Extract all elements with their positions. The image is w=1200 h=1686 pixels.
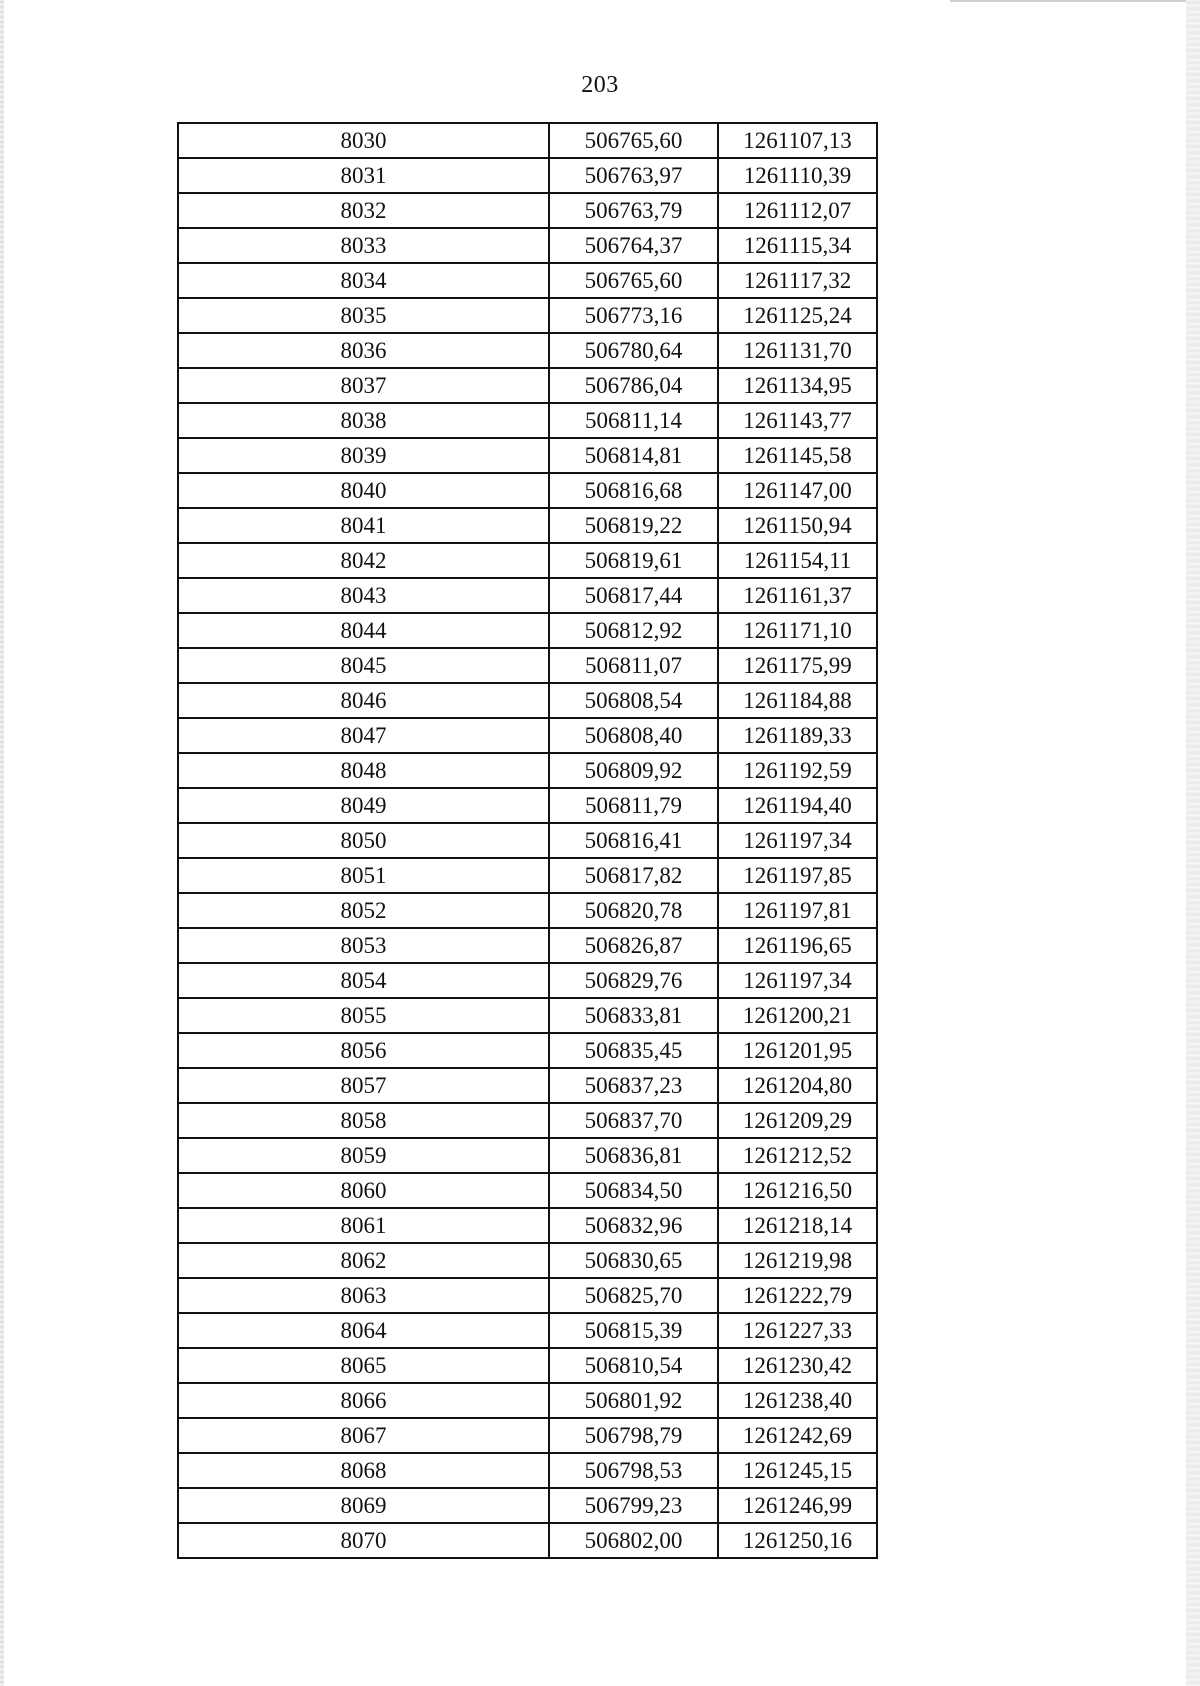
point-number-cell: 8043 <box>178 578 549 613</box>
table-row <box>178 438 877 473</box>
x-coordinate-cell: 506814,81 <box>549 438 718 473</box>
x-coordinate-cell: 506829,76 <box>549 963 718 998</box>
point-number-cell: 8035 <box>178 298 549 333</box>
x-coordinate-cell: 506765,60 <box>549 263 718 298</box>
table-row <box>178 1138 877 1173</box>
table-body <box>178 123 877 1558</box>
point-number-cell: 8067 <box>178 1418 549 1453</box>
point-number-cell: 8033 <box>178 228 549 263</box>
table-row <box>178 333 877 368</box>
y-coordinate-cell: 1261112,07 <box>718 193 877 228</box>
point-number-cell: 8061 <box>178 1208 549 1243</box>
x-coordinate-cell: 506834,50 <box>549 1173 718 1208</box>
y-coordinate-cell: 1261194,40 <box>718 788 877 823</box>
coordinates-table <box>177 122 878 1559</box>
y-coordinate-cell: 1261115,34 <box>718 228 877 263</box>
y-coordinate-cell: 1261204,80 <box>718 1068 877 1103</box>
x-coordinate-cell: 506830,65 <box>549 1243 718 1278</box>
table-row <box>178 613 877 648</box>
point-number-cell: 8046 <box>178 683 549 718</box>
table-row <box>178 193 877 228</box>
point-number-cell: 8040 <box>178 473 549 508</box>
table-row <box>178 998 877 1033</box>
y-coordinate-cell: 1261197,34 <box>718 823 877 858</box>
table-row <box>178 508 877 543</box>
point-number-cell: 8048 <box>178 753 549 788</box>
table-row <box>178 1418 877 1453</box>
table-row <box>178 823 877 858</box>
table-row <box>178 788 877 823</box>
x-coordinate-cell: 506837,23 <box>549 1068 718 1103</box>
x-coordinate-cell: 506819,22 <box>549 508 718 543</box>
x-coordinate-cell: 506802,00 <box>549 1523 718 1558</box>
x-coordinate-cell: 506836,81 <box>549 1138 718 1173</box>
table-row <box>178 893 877 928</box>
table-row <box>178 1383 877 1418</box>
x-coordinate-cell: 506773,16 <box>549 298 718 333</box>
y-coordinate-cell: 1261110,39 <box>718 158 877 193</box>
y-coordinate-cell: 1261192,59 <box>718 753 877 788</box>
x-coordinate-cell: 506816,68 <box>549 473 718 508</box>
scan-edge-left <box>0 0 4 1686</box>
y-coordinate-cell: 1261196,65 <box>718 928 877 963</box>
point-number-cell: 8063 <box>178 1278 549 1313</box>
y-coordinate-cell: 1261201,95 <box>718 1033 877 1068</box>
x-coordinate-cell: 506799,23 <box>549 1488 718 1523</box>
y-coordinate-cell: 1261245,15 <box>718 1453 877 1488</box>
table-row <box>178 368 877 403</box>
x-coordinate-cell: 506820,78 <box>549 893 718 928</box>
table-row <box>178 1173 877 1208</box>
y-coordinate-cell: 1261246,99 <box>718 1488 877 1523</box>
x-coordinate-cell: 506825,70 <box>549 1278 718 1313</box>
x-coordinate-cell: 506798,79 <box>549 1418 718 1453</box>
y-coordinate-cell: 1261154,11 <box>718 543 877 578</box>
table-row <box>178 718 877 753</box>
point-number-cell: 8066 <box>178 1383 549 1418</box>
point-number-cell: 8031 <box>178 158 549 193</box>
table-row <box>178 578 877 613</box>
table-row <box>178 403 877 438</box>
point-number-cell: 8032 <box>178 193 549 228</box>
y-coordinate-cell: 1261250,16 <box>718 1523 877 1558</box>
y-coordinate-cell: 1261117,32 <box>718 263 877 298</box>
scan-edge-right <box>1186 0 1200 1686</box>
y-coordinate-cell: 1261242,69 <box>718 1418 877 1453</box>
x-coordinate-cell: 506801,92 <box>549 1383 718 1418</box>
x-coordinate-cell: 506832,96 <box>549 1208 718 1243</box>
point-number-cell: 8065 <box>178 1348 549 1383</box>
y-coordinate-cell: 1261197,81 <box>718 893 877 928</box>
y-coordinate-cell: 1261209,29 <box>718 1103 877 1138</box>
x-coordinate-cell: 506826,87 <box>549 928 718 963</box>
table-row <box>178 858 877 893</box>
table-row <box>178 263 877 298</box>
point-number-cell: 8041 <box>178 508 549 543</box>
table-row <box>178 1278 877 1313</box>
y-coordinate-cell: 1261143,77 <box>718 403 877 438</box>
y-coordinate-cell: 1261184,88 <box>718 683 877 718</box>
y-coordinate-cell: 1261219,98 <box>718 1243 877 1278</box>
scan-edge-top <box>950 0 1200 2</box>
point-number-cell: 8070 <box>178 1523 549 1558</box>
y-coordinate-cell: 1261197,34 <box>718 963 877 998</box>
x-coordinate-cell: 506816,41 <box>549 823 718 858</box>
y-coordinate-cell: 1261212,52 <box>718 1138 877 1173</box>
y-coordinate-cell: 1261189,33 <box>718 718 877 753</box>
y-coordinate-cell: 1261161,37 <box>718 578 877 613</box>
y-coordinate-cell: 1261218,14 <box>718 1208 877 1243</box>
table-row <box>178 1313 877 1348</box>
x-coordinate-cell: 506835,45 <box>549 1033 718 1068</box>
table-row <box>178 1523 877 1558</box>
x-coordinate-cell: 506811,14 <box>549 403 718 438</box>
table-row <box>178 648 877 683</box>
table-row <box>178 683 877 718</box>
x-coordinate-cell: 506811,07 <box>549 648 718 683</box>
point-number-cell: 8038 <box>178 403 549 438</box>
point-number-cell: 8036 <box>178 333 549 368</box>
y-coordinate-cell: 1261200,21 <box>718 998 877 1033</box>
point-number-cell: 8037 <box>178 368 549 403</box>
point-number-cell: 8051 <box>178 858 549 893</box>
y-coordinate-cell: 1261125,24 <box>718 298 877 333</box>
x-coordinate-cell: 506808,40 <box>549 718 718 753</box>
table-row <box>178 753 877 788</box>
point-number-cell: 8034 <box>178 263 549 298</box>
point-number-cell: 8030 <box>178 123 549 158</box>
x-coordinate-cell: 506764,37 <box>549 228 718 263</box>
x-coordinate-cell: 506798,53 <box>549 1453 718 1488</box>
table-row <box>178 123 877 158</box>
point-number-cell: 8068 <box>178 1453 549 1488</box>
table-row <box>178 1033 877 1068</box>
x-coordinate-cell: 506815,39 <box>549 1313 718 1348</box>
table-row <box>178 298 877 333</box>
x-coordinate-cell: 506780,64 <box>549 333 718 368</box>
table-row <box>178 963 877 998</box>
y-coordinate-cell: 1261216,50 <box>718 1173 877 1208</box>
y-coordinate-cell: 1261147,00 <box>718 473 877 508</box>
point-number-cell: 8050 <box>178 823 549 858</box>
table-row <box>178 1243 877 1278</box>
x-coordinate-cell: 506765,60 <box>549 123 718 158</box>
table-row <box>178 1453 877 1488</box>
table-row <box>178 158 877 193</box>
point-number-cell: 8069 <box>178 1488 549 1523</box>
y-coordinate-cell: 1261227,33 <box>718 1313 877 1348</box>
x-coordinate-cell: 506809,92 <box>549 753 718 788</box>
x-coordinate-cell: 506833,81 <box>549 998 718 1033</box>
table-row <box>178 228 877 263</box>
point-number-cell: 8054 <box>178 963 549 998</box>
point-number-cell: 8055 <box>178 998 549 1033</box>
y-coordinate-cell: 1261238,40 <box>718 1383 877 1418</box>
point-number-cell: 8064 <box>178 1313 549 1348</box>
point-number-cell: 8057 <box>178 1068 549 1103</box>
table-row <box>178 1103 877 1138</box>
point-number-cell: 8053 <box>178 928 549 963</box>
point-number-cell: 8052 <box>178 893 549 928</box>
x-coordinate-cell: 506819,61 <box>549 543 718 578</box>
y-coordinate-cell: 1261145,58 <box>718 438 877 473</box>
x-coordinate-cell: 506786,04 <box>549 368 718 403</box>
point-number-cell: 8047 <box>178 718 549 753</box>
y-coordinate-cell: 1261107,13 <box>718 123 877 158</box>
table-row <box>178 473 877 508</box>
y-coordinate-cell: 1261175,99 <box>718 648 877 683</box>
y-coordinate-cell: 1261230,42 <box>718 1348 877 1383</box>
x-coordinate-cell: 506808,54 <box>549 683 718 718</box>
x-coordinate-cell: 506763,97 <box>549 158 718 193</box>
point-number-cell: 8060 <box>178 1173 549 1208</box>
table-row <box>178 543 877 578</box>
point-number-cell: 8039 <box>178 438 549 473</box>
point-number-cell: 8049 <box>178 788 549 823</box>
table-row <box>178 928 877 963</box>
y-coordinate-cell: 1261131,70 <box>718 333 877 368</box>
y-coordinate-cell: 1261134,95 <box>718 368 877 403</box>
point-number-cell: 8058 <box>178 1103 549 1138</box>
point-number-cell: 8059 <box>178 1138 549 1173</box>
y-coordinate-cell: 1261150,94 <box>718 508 877 543</box>
x-coordinate-cell: 506811,79 <box>549 788 718 823</box>
point-number-cell: 8056 <box>178 1033 549 1068</box>
x-coordinate-cell: 506812,92 <box>549 613 718 648</box>
y-coordinate-cell: 1261197,85 <box>718 858 877 893</box>
y-coordinate-cell: 1261171,10 <box>718 613 877 648</box>
x-coordinate-cell: 506817,44 <box>549 578 718 613</box>
table-row <box>178 1488 877 1523</box>
point-number-cell: 8044 <box>178 613 549 648</box>
table-row <box>178 1208 877 1243</box>
y-coordinate-cell: 1261222,79 <box>718 1278 877 1313</box>
point-number-cell: 8062 <box>178 1243 549 1278</box>
x-coordinate-cell: 506810,54 <box>549 1348 718 1383</box>
point-number-cell: 8042 <box>178 543 549 578</box>
page-number: 203 <box>581 72 619 98</box>
x-coordinate-cell: 506837,70 <box>549 1103 718 1138</box>
x-coordinate-cell: 506817,82 <box>549 858 718 893</box>
table-row <box>178 1068 877 1103</box>
table-row <box>178 1348 877 1383</box>
x-coordinate-cell: 506763,79 <box>549 193 718 228</box>
point-number-cell: 8045 <box>178 648 549 683</box>
